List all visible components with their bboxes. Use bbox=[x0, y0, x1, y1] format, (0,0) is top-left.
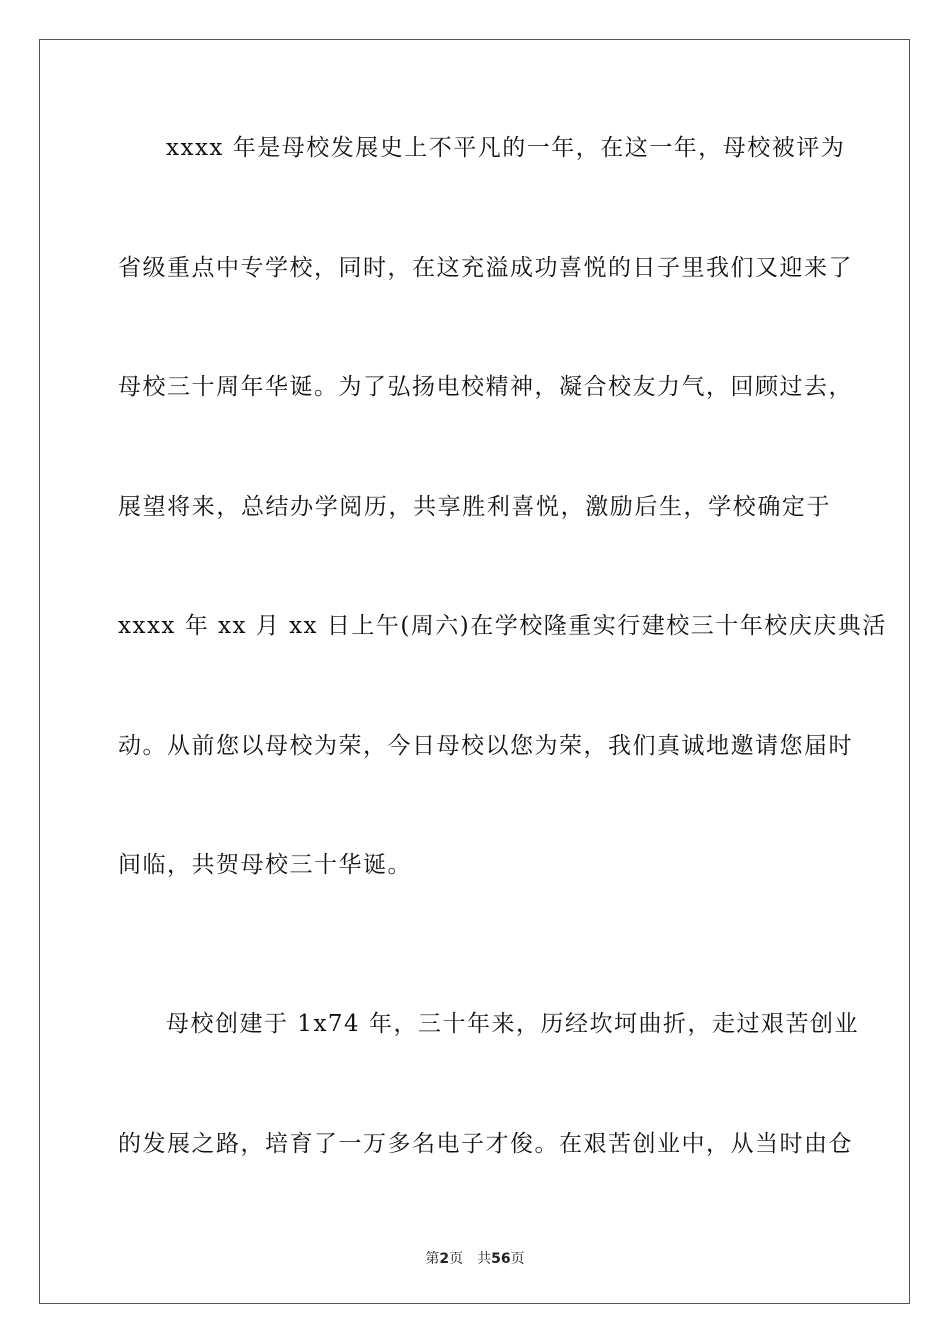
paragraph-1-line-1: xxxx 年是母校发展史上不平凡的一年，在这一年，母校被评为 bbox=[166, 135, 846, 161]
paragraph-1-line-2: 省级重点中专学校，同时，在这充溢成功喜悦的日子里我们又迎来了 bbox=[118, 254, 853, 281]
page-suffix: 页 bbox=[449, 1251, 464, 1267]
total-suffix: 页 bbox=[510, 1251, 525, 1267]
paragraph-2-line-1: 母校创建于 1x74 年，三十年来，历经坎坷曲折，走过艰苦创业 bbox=[166, 1011, 859, 1037]
paragraph-1-line-3: 母校三十周年华诞。为了弘扬电校精神，凝合校友力气，回顾过去， bbox=[118, 374, 853, 400]
paragraph-1-line-7: 间临，共贺母校三十华诞。 bbox=[118, 852, 412, 878]
paragraph-2-line-2: 的发展之路，培育了一万多名电子才俊。在艰苦创业中，从当时由仓 bbox=[118, 1130, 853, 1157]
paragraph-1-line-6: 动。从前您以母校为荣，今日母校以您为荣，我们真诚地邀请您届时 bbox=[118, 732, 853, 759]
paragraph-1-line-5: xxxx 年 xx 月 xx 日上午(周六)在学校隆重实行建校三十年校庆庆典活 bbox=[118, 613, 887, 639]
page-prefix: 第 bbox=[425, 1251, 440, 1267]
page-footer bbox=[0, 1248, 950, 1268]
total-pages: 56 bbox=[491, 1251, 511, 1267]
page-number: 2 bbox=[439, 1251, 450, 1267]
paragraph-1-line-4: 展望将来，总结办学阅历，共享胜利喜悦，激励后生，学校确定于 bbox=[118, 493, 831, 520]
document-body bbox=[118, 128, 887, 1243]
total-prefix: 共 bbox=[477, 1251, 492, 1267]
